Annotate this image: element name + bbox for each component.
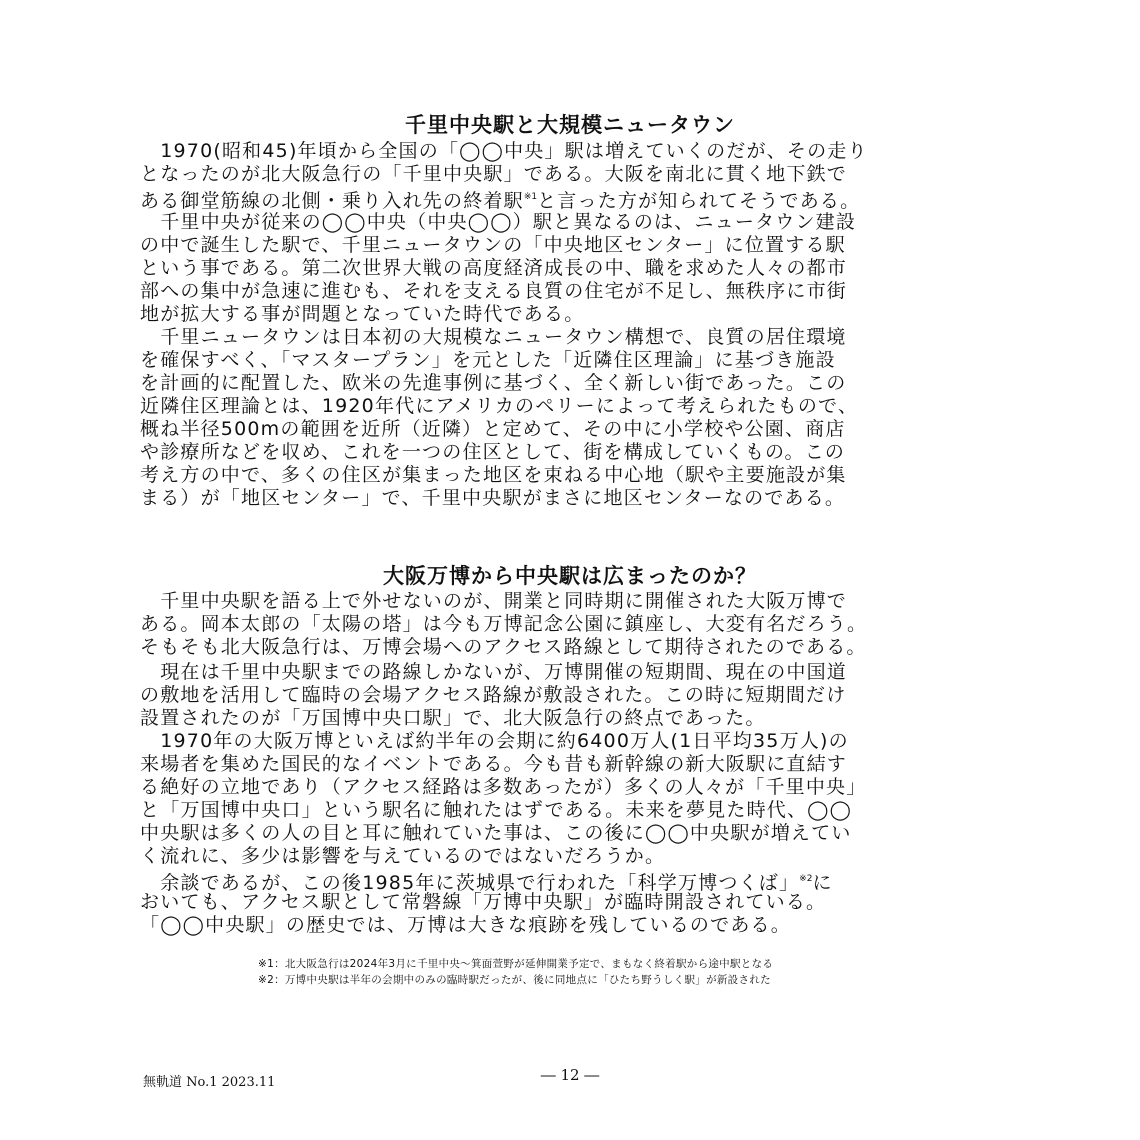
paragraph-line: く流れに、多少は影響を与えているのではないだろうか。	[140, 845, 666, 867]
paragraph-line: まる）が「地区センター」で、千里中央駅がまさに地区センターなのである。	[140, 487, 846, 509]
paragraph-line: 地が拡大する事が問題となっていた時代である。	[140, 303, 585, 325]
paragraph-line	[140, 185, 1010, 213]
paragraph-line: を確保すべく、「マスタープラン」を元とした「近隣住区理論」に基づき施設	[140, 349, 836, 371]
paragraph-line: 千里中央が従来の◯◯中央（中央◯◯）駅と異なるのは、ニュータウン建設	[140, 211, 857, 233]
line-text: に	[812, 872, 833, 894]
paragraph-line: 現在は千里中央駅までの路線しかないが、万博開催の短期間、現在の中国道	[140, 661, 848, 683]
paragraph-line: 1970(昭和45)年頃から全国の「◯◯中央」駅は増えていくのだが、その走り	[140, 140, 868, 162]
paragraph-line: 近隣住区理論とは、1920年代にアメリカのペリーによって考えられたもので、	[140, 395, 859, 417]
paragraph-line: の中で誕生した駅で、千里ニュータウンの「中央地区センター」に位置する駅	[140, 234, 846, 256]
publication-info: 無軌道 No.1 2023.11	[143, 1075, 276, 1090]
paragraph-line: 「◯◯中央駅」の歴史では、万博は大きな痕跡を残しているのである。	[140, 914, 791, 936]
paragraph-line: を計画的に配置した、欧米の先進事例に基づく、全く新しい街であった。この	[140, 372, 847, 394]
footnote-1: ※1：北大阪急行は2024年3月に千里中央～箕面萱野が延伸開業予定で、まもなく終着駅から途中駅となる	[258, 958, 774, 970]
page-number: ― 12 ―	[540, 1066, 600, 1084]
paragraph-line: おいても、アクセス駅として常磐線「万博中央駅」が臨時開設されている。	[140, 891, 827, 913]
paragraph-line: 1970年の大阪万博といえば約半年の会期に約6400万人(1日平均35万人)の	[140, 730, 849, 752]
paragraph-line: ある。岡本太郎の「太陽の塔」は今も万博記念公園に鎮座し、大変有名だろう。	[140, 613, 868, 635]
paragraph-line: や診療所などを収め、これを一つの住区として、街を構成していくもの。この	[140, 441, 846, 463]
paragraph-line: 部への集中が急速に進むも、それを支える良質の住宅が不足し、無秩序に市街	[140, 280, 848, 302]
paragraph-line: る絶好の立地であり（アクセス経路は多数あったが）多くの人々が「千里中央」	[140, 776, 867, 798]
footnote-ref-2: ※2	[799, 874, 813, 884]
paragraph-line: と「万国博中央口」という駅名に触れたはずである。未来を夢見た時代、◯◯	[140, 799, 853, 821]
paragraph-line: 来場者を集めた国民的なイベントである。今も昔も新幹線の新大阪駅に直結す	[140, 753, 848, 775]
footnote-ref-1: ※1	[523, 192, 538, 202]
paragraph-line: 設置されたのが「万国博中央口駅」で、北大阪急行の終点であった。	[140, 707, 766, 729]
paragraph-line: 千里ニュータウンは日本初の大規模なニュータウン構想で、良質の居住環境	[140, 326, 847, 348]
paragraph-line: そもそも北大阪急行は、万博会場へのアクセス路線として期待されたのである。	[140, 636, 867, 658]
paragraph-line: の敷地を活用して臨時の会場アクセス路線が敷設された。この時に短期間だけ	[140, 684, 847, 706]
paragraph-line: という事である。第二次世界大戦の高度経済成長の中、職を求めた人々の都市	[140, 257, 848, 279]
paragraph-line: 考え方の中で、多くの住区が集まった地区を束ねる中心地（駅や主要施設が集	[140, 464, 847, 486]
paragraph-line: 千里中央駅を語る上で外せないのが、開業と同時期に開催された大阪万博で	[140, 590, 848, 612]
paragraph-line: 中央駅は多くの人の目と耳に触れていた事は、この後に◯◯中央駅が増えてい	[140, 822, 852, 844]
line-text: 余談であるが、この後1985年に茨城県で行われた「科学万博つくば」	[140, 872, 800, 894]
footnote-2: ※2：万博中央駅は半年の会期中のみの臨時駅だったが、後に同地点に「ひたち野うしく駅」が新設された	[258, 974, 771, 986]
section-heading-senri: 千里中央駅と大規模ニュータウン	[405, 113, 735, 137]
line-text: と言った方が知られてそうである。	[537, 190, 861, 212]
line-text: ある御堂筋線の北側・乗り入れ先の終着駅	[140, 190, 524, 212]
paragraph-line: 概ね半径500mの範囲を近所（近隣）と定めて、その中に小学校や公園、商店	[140, 418, 846, 440]
section-heading-expo: 大阪万博から中央駅は広まったのか？	[383, 564, 757, 588]
paragraph-line: となったのが北大阪急行の「千里中央駅」である。大阪を南北に貫く地下鉄で	[140, 163, 848, 185]
